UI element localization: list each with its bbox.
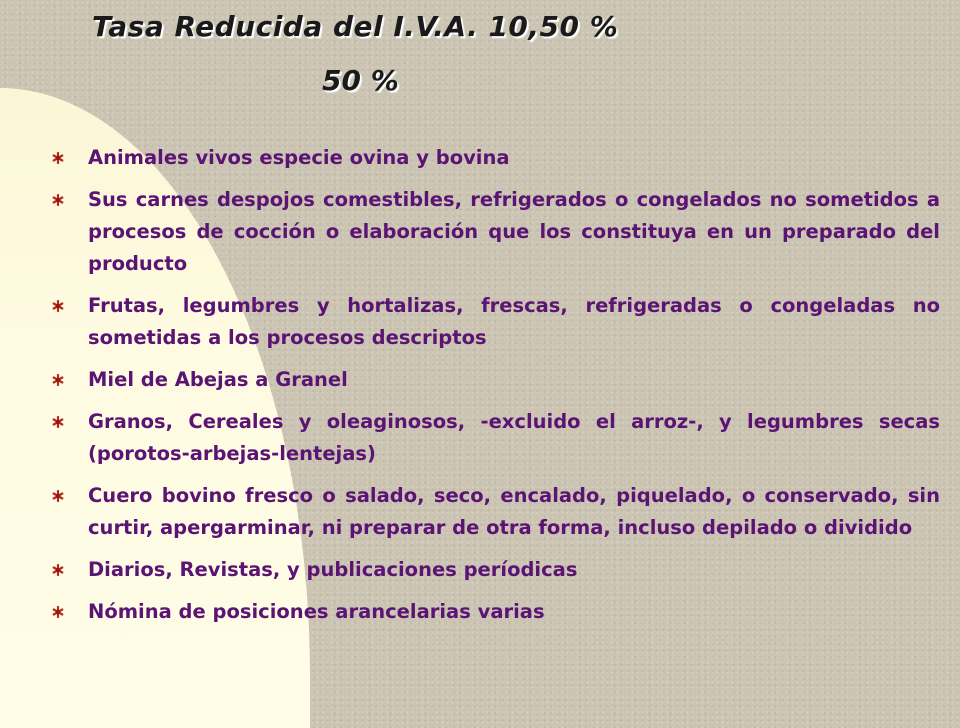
bullet-icon xyxy=(52,564,64,576)
list-item xyxy=(50,596,940,628)
bullet-icon xyxy=(52,194,64,206)
list-item xyxy=(50,480,940,544)
bullet-icon xyxy=(52,606,64,618)
bullet-icon xyxy=(52,300,64,312)
list-item xyxy=(50,290,940,354)
list-item-text: Animales vivos especie ovina y bovina xyxy=(88,146,510,169)
bullet-icon xyxy=(52,152,64,164)
bullet-icon xyxy=(52,416,64,428)
list-item-text: Nómina de posiciones arancelarias varias xyxy=(88,600,545,623)
slide-title: Tasa Reducida del I.V.A. 10,50 % xyxy=(92,10,619,43)
list-item-text: Miel de Abejas a Granel xyxy=(88,368,348,391)
list-item-text: Frutas, legumbres y hortalizas, frescas, refrigeradas o congeladas no sometidas a los procesos descriptos xyxy=(88,294,940,349)
list-item-text: Diarios, Revistas, y publicaciones períodicas xyxy=(88,558,578,581)
bullet-list xyxy=(50,142,940,638)
slide-subtitle: 50 % xyxy=(322,64,399,97)
bullet-icon xyxy=(52,490,64,502)
list-item xyxy=(50,406,940,470)
bullet-icon xyxy=(52,374,64,386)
list-item xyxy=(50,184,940,280)
list-item xyxy=(50,554,940,586)
list-item xyxy=(50,364,940,396)
list-item-text: Granos, Cereales y oleaginosos, -excluido el arroz-, y legumbres secas (porotos-arbejas-lentejas) xyxy=(88,410,940,465)
list-item xyxy=(50,142,940,174)
list-item-text: Sus carnes despojos comestibles, refrigerados o congelados no sometidos a procesos de cocción o elaboración que los constituya en un preparado del producto xyxy=(88,188,940,275)
list-item-text: Cuero bovino fresco o salado, seco, encalado, piquelado, o conservado, sin curtir, apergarminar, ni preparar de otra forma, incluso depilado o dividido xyxy=(88,484,940,539)
